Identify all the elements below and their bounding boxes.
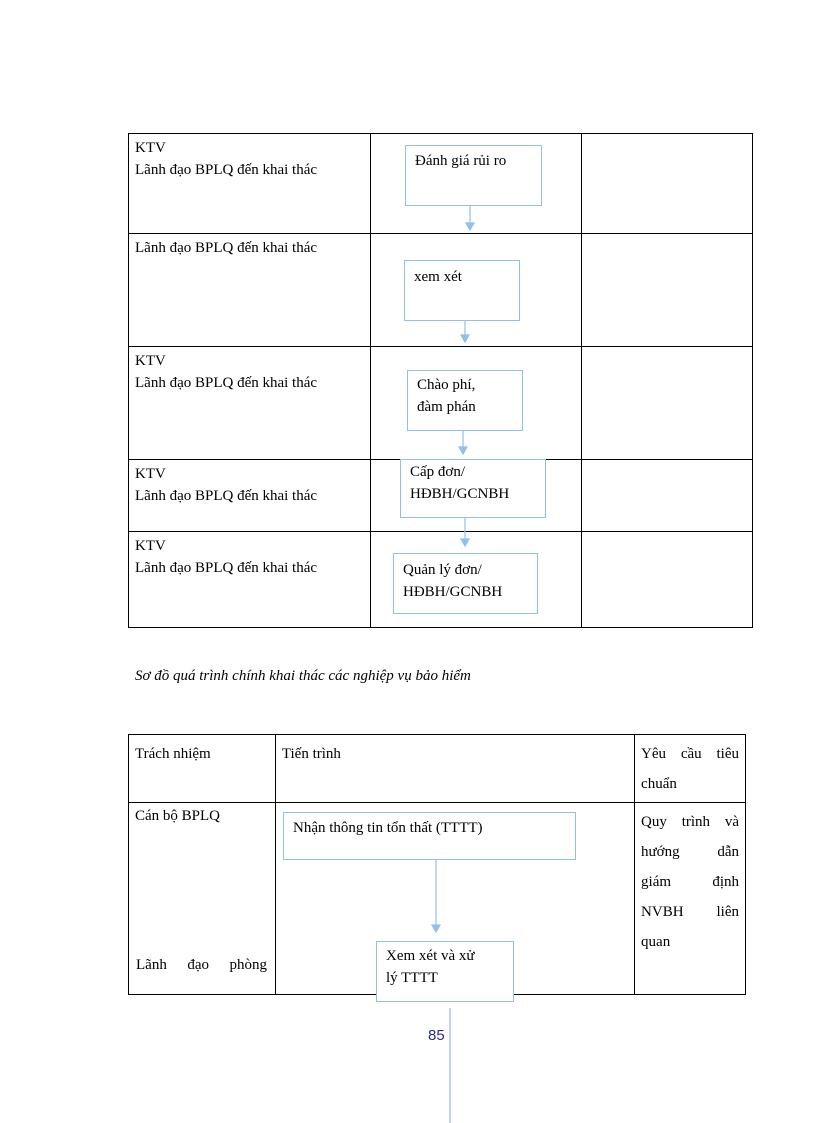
requirement-line: NVBH liên: [641, 904, 739, 920]
step-label: Cấp đơn/: [410, 464, 466, 480]
page-number: 85: [428, 1027, 445, 1044]
step-label: Xem xét và xử: [386, 948, 475, 964]
header-process: [275, 735, 634, 803]
responsibility-cell: [129, 460, 371, 532]
step-label: xem xét: [414, 269, 462, 285]
step-box-receive-loss-info: [283, 812, 576, 860]
responsibility-line: Lãnh đạo phòng: [136, 957, 267, 973]
step-label: đàm phán: [417, 399, 476, 415]
step-label: Chào phí,: [417, 377, 476, 393]
responsibility-line: Lãnh đạo BPLQ đến khai thác: [135, 560, 318, 576]
requirement-cell: [582, 532, 753, 628]
responsibility-cell: [129, 234, 371, 347]
responsibility-cell: [129, 347, 371, 460]
requirement-line: giám định: [641, 874, 739, 890]
requirement-cell: [582, 134, 753, 234]
step-label: Nhận thông tin tổn thất (TTTT): [293, 820, 483, 836]
responsibility-line: KTV: [135, 466, 166, 482]
responsibility-line: KTV: [135, 353, 166, 369]
responsibility-line: Lãnh đạo BPLQ đến khai thác: [135, 162, 318, 178]
responsibility-cell: [129, 532, 371, 628]
step-label: HĐBH/GCNBH: [410, 486, 510, 502]
step-box-quote-negotiate: [407, 370, 523, 431]
requirement-cell: [635, 803, 746, 995]
step-box-review-process-loss: [376, 941, 514, 1002]
step-label: Quản lý đơn/: [403, 562, 482, 578]
responsibility-cell: [129, 134, 371, 234]
requirement-line: hướng dẫn: [641, 844, 739, 860]
responsibility-cell: [129, 803, 276, 995]
header-label: Trách nhiệm: [135, 746, 211, 762]
step-box-review: [404, 260, 520, 321]
diagram-caption: Sơ đồ quá trình chính khai thác các nghiệp vụ bảo hiểm: [135, 668, 471, 684]
header-label: Tiến trình: [281, 746, 341, 762]
requirement-cell: [582, 460, 753, 532]
responsibility-line: Lãnh đạo BPLQ đến khai thác: [135, 488, 318, 504]
requirement-line: quan: [641, 934, 671, 950]
responsibility-line: KTV: [135, 140, 166, 156]
step-label: HĐBH/GCNBH: [403, 584, 503, 600]
requirement-line: Quy trình và: [641, 814, 739, 830]
requirement-cell: [582, 234, 753, 347]
step-label: lý TTTT: [386, 970, 438, 986]
responsibility-line: KTV: [135, 538, 166, 554]
step-box-manage-policy: [393, 553, 538, 614]
responsibility-line: Cán bộ BPLQ: [135, 808, 221, 824]
header-label: Yêu cầu tiêu chuẩn: [641, 746, 739, 792]
requirement-cell: [582, 347, 753, 460]
header-responsibility: [129, 735, 276, 803]
step-label: Đánh giá rủi ro: [415, 153, 507, 169]
responsibility-line: Lãnh đạo BPLQ đến khai thác: [135, 240, 318, 256]
step-box-risk-assessment: [405, 145, 542, 206]
step-box-issue-policy: [400, 459, 546, 518]
responsibility-line: Lãnh đạo BPLQ đến khai thác: [135, 375, 318, 391]
header-requirement: [635, 735, 746, 803]
table-header-row: [129, 735, 746, 803]
